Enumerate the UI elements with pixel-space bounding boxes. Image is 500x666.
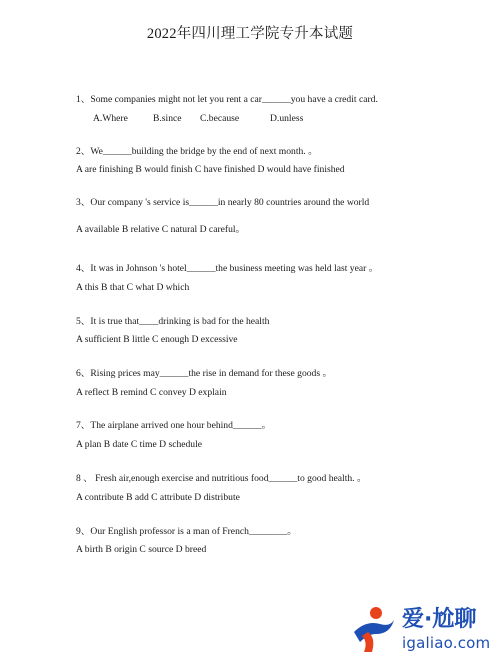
- question-5: 5、It is true that____drinking is bad for the health: [76, 316, 270, 327]
- question-9: 9、Our English professor is a man of French________。: [76, 526, 297, 537]
- question-7-options: A plan B date C time D schedule: [76, 439, 203, 450]
- question-2: 2、We______building the bridge by the end of next month. 。: [76, 146, 318, 157]
- question-1: 1、Some companies might not let you rent a car______you have a credit card.: [76, 94, 378, 105]
- option-b: B.since: [153, 113, 182, 124]
- question-4-options: A this B that C what D which: [76, 282, 190, 293]
- question-7: 7、The airplane arrived one hour behind______。: [76, 420, 272, 431]
- question-3: 3、Our company 's service is______in nearly 80 countries around the world: [76, 197, 370, 208]
- page-title: 2022年四川理工学院专升本试题: [146, 26, 354, 42]
- question-5-options: A sufficient B little C enough D excessive: [76, 334, 238, 345]
- option-d: D.unless: [270, 113, 304, 124]
- brand-logo-icon: [346, 602, 400, 656]
- option-c: C.because: [200, 113, 240, 124]
- question-1-options: [93, 113, 423, 125]
- question-6: 6、Rising prices may______the rise in demand for these goods 。: [76, 368, 333, 379]
- question-2-options: A are finishing B would finish C have finished D would have finished: [76, 164, 345, 175]
- question-8: 8 、 Fresh air,enough exercise and nutritious food______to good health. 。: [76, 473, 367, 484]
- question-6-options: A reflect B remind C convey D explain: [76, 387, 227, 398]
- option-a: A.Where: [93, 113, 128, 124]
- question-4: 4、It was in Johnson 's hotel______the business meeting was held last year 。: [76, 263, 379, 274]
- watermark-url: igaliao.com: [402, 634, 491, 652]
- watermark-brand: 爱·尬聊: [402, 607, 477, 632]
- question-3-options: A available B relative C natural D careful。: [76, 224, 246, 235]
- question-9-options: A birth B origin C source D breed: [76, 544, 207, 555]
- watermark: [342, 600, 492, 660]
- question-8-options: A contribute B add C attribute D distribute: [76, 492, 240, 503]
